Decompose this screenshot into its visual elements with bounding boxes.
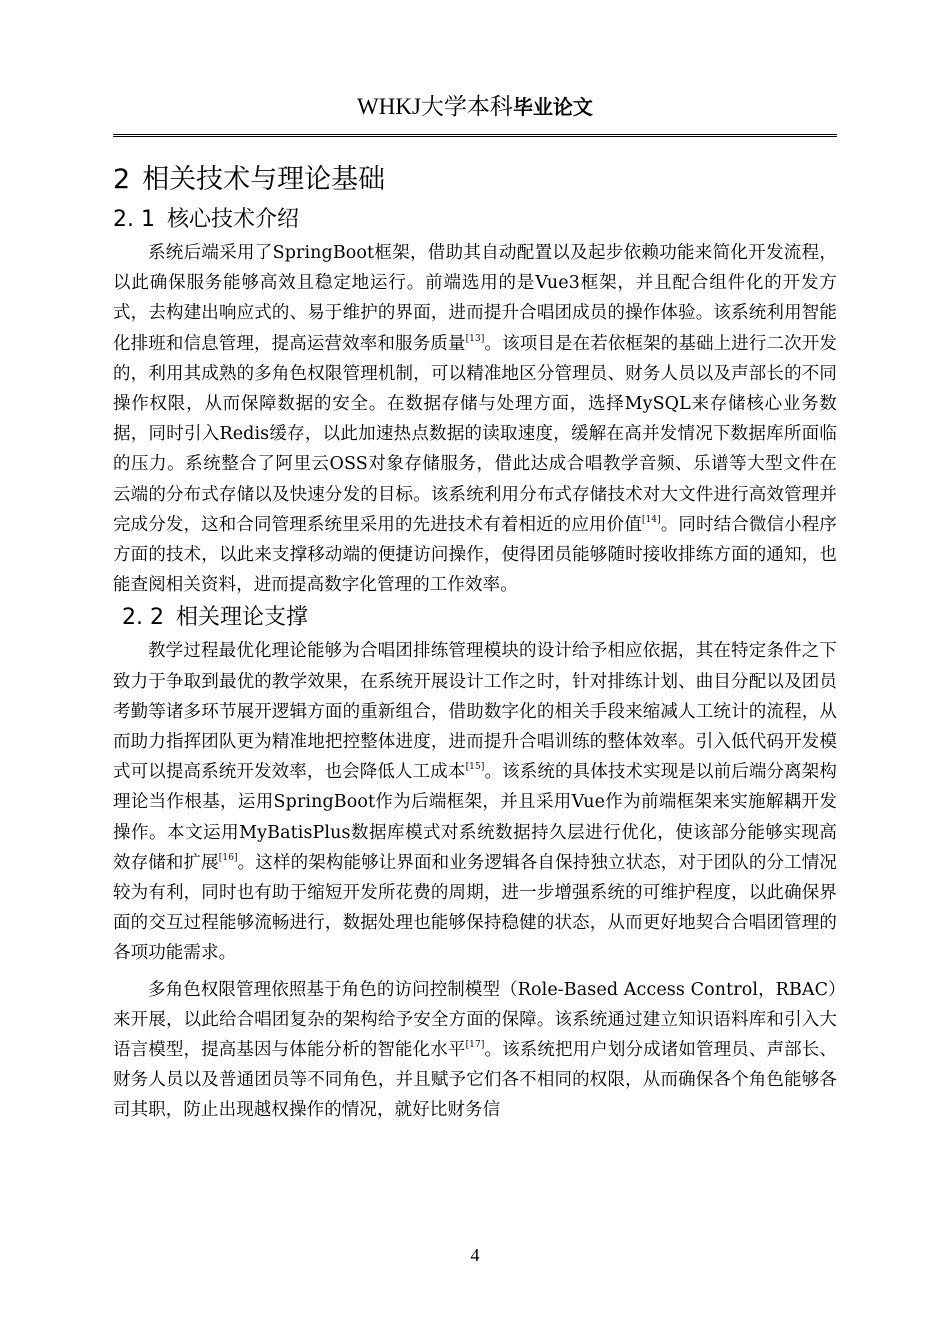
page-number: 4 (470, 1245, 480, 1265)
paragraph-text: 多角色权限管理依照基于角色的访问控制模型（Role-Based Access Control，RBAC）来开展，以此给合唱团复杂的架构给予安全方面的保障。该系统通过建立知识语料库和引入大语言模型，提高基因与体能分析的智能化水平 (113, 979, 837, 1061)
chapter-title: 相关技术与理论基础 (142, 164, 386, 195)
header-rule (113, 134, 837, 137)
section-title: 核心技术介绍 (166, 207, 299, 232)
citation-17: [17] (465, 1040, 485, 1051)
paragraph-text: 教学过程最优化理论能够为合唱团排练管理模块的设计给予相应依据，其在特定条件之下致力于争取到最优的教学效果，在系统开展设计工作之时，针对排练计划、曲目分配以及团员考勤等诸多环节展开逻辑方面的重新组合，借助数字化的相关手段来缩减人工统计的流程，从而助力指挥团队更为精准地把控整体进度，进而提升合唱训练的整体效率。引入低代码开发模式可以提高系统开发效率，也会降低人工成本 (113, 641, 837, 783)
section-number: 2. 1 (113, 207, 155, 232)
header-title-plain: WHKJ大学本科 (357, 94, 513, 119)
paragraph-text: 系统后端采用了SpringBoot框架，借助其自动配置以及起步依赖功能来简化开发流程，以此确保服务能够高效且稳定地运行。前端选用的是Vue3框架，并且配合组件化的开发方式，去构建出响应式的、易于维护的界面，进而提升合唱团成员的操作体验。该系统利用智能化排班和信息管理，提高运营效率和服务质量 (113, 243, 837, 354)
paragraph-text: 。该项目是在若依框架的基础上进行二次开发的，利用其成熟的多角色权限管理机制，可以精准地区分管理员、财务人员以及声部长的不同操作权限，从而保障数据的安全。在数据存储与处理方面，选择MySQL来存储核心业务数据，同时引入Redis缓存，以此加速热点数据的读取速度，缓解在高并发情况下数据库所面临的压力。系统整合了阿里云OSS对象存储服务，借此达成合唱教学音频、乐谱等大型文件在云端的分布式存储以及快速分发的目标。该系统利用分布式存储技术对大文件进行高效管理并完成分发，这和合同管理系统里采用的先进技术有着相近的应用价值 (113, 333, 837, 535)
section-title: 相关理论支撑 (175, 605, 308, 631)
section-number: 2. 2 (122, 605, 164, 631)
citation-13: [13] (465, 333, 485, 344)
chapter-number: 2 (113, 164, 131, 195)
paragraph-rbac (113, 975, 837, 1126)
paragraph-text: 。这样的架构能够让界面和业务逻辑各自保持独立状态，对于团队的分工情况较为有利，同时也有助于缩短开发所花费的周期，进一步增强系统的可维护程度，以此确保界面的交互过程能够流畅进行，数据处理也能够保持稳健的状态，从而更好地契合合唱团管理的各项功能需求。 (113, 852, 837, 964)
citation-14: [14] (641, 514, 661, 525)
paragraph-text: 。该系统的具体技术实现是以前后端分离架构理论当作根基，运用SpringBoot作为后端框架，并且采用Vue作为前端框架来实施解耦开发操作。本文运用MyBatisPlus数据库模式对系统数据持久层进行优化，使该部分能够实现高效存储和扩展 (113, 762, 837, 873)
paragraph-text: 。该系统把用户划分成诸如管理员、声部长、财务人员以及普通团员等不同角色，并且赋予它们各不相同的权限，从而确保各个角色能够各司其职，防止出现越权操作的情况，就好比财务信 (113, 1040, 837, 1121)
citation-16: [16] (218, 852, 238, 863)
page-body (113, 158, 837, 1126)
paragraph-text: 。同时结合微信小程序方面的技术，以此来支撑移动端的便捷访问操作，使得团员能够随时接收排练方面的通知，也能查阅相关资料，进而提高数字化管理的工作效率。 (113, 514, 837, 596)
header-title-bold: 毕业论文 (512, 95, 593, 119)
running-header (0, 92, 950, 122)
paragraph-theory (113, 636, 837, 968)
chapter-heading (113, 158, 837, 202)
section-heading-2-2 (113, 600, 837, 636)
citation-15: [15] (465, 762, 485, 773)
section-heading-2-1 (113, 202, 837, 238)
paragraph-core-tech (113, 238, 837, 600)
